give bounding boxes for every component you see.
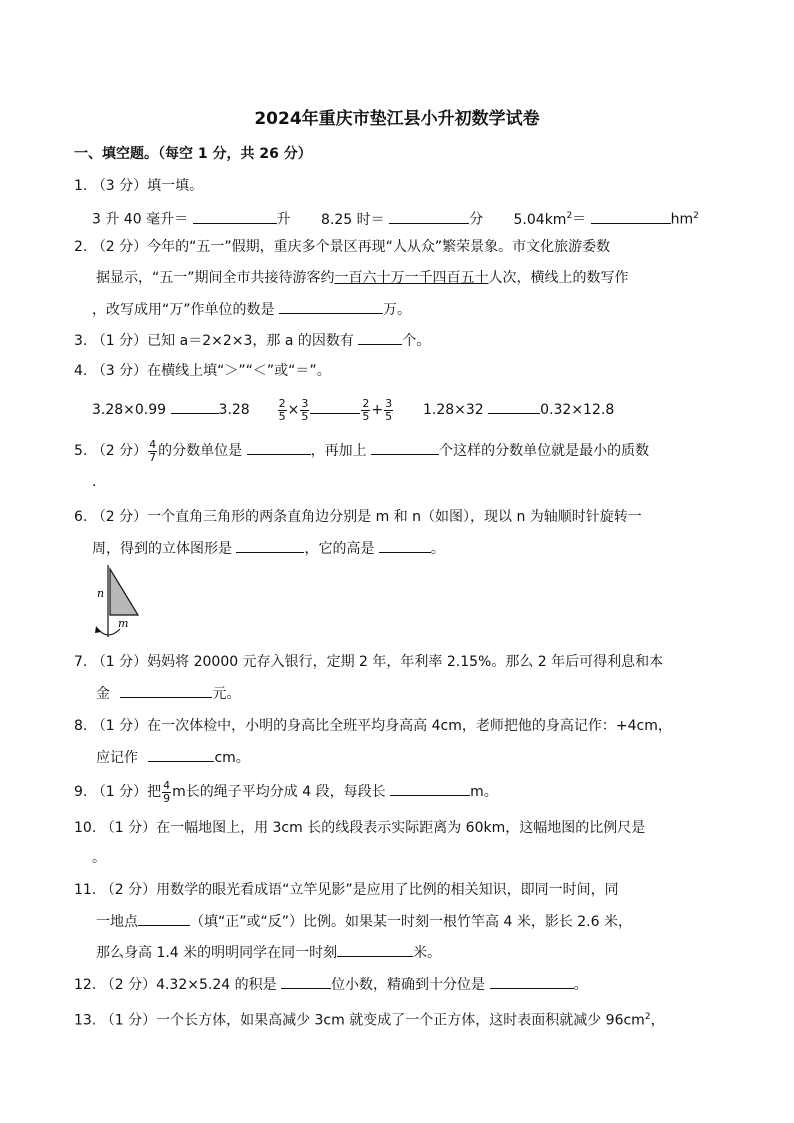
question-number: 9. — [74, 784, 88, 800]
expression: 3.28 — [218, 402, 250, 418]
question-text: ，改写成用“万”作单位的数是 — [92, 302, 275, 318]
question-text: 个。 — [402, 333, 431, 349]
question-score: （3 分） — [91, 178, 148, 194]
fraction: $\frac{4}{7}$ — [149, 437, 157, 464]
question-text: 用数学的眼光看成语“立竿见影”是应用了比例的相关知识，即同一时间，同 — [156, 882, 619, 898]
question-number: 10. — [74, 820, 97, 836]
question-text: 周，得到的立体图形是 — [92, 541, 232, 557]
question-2 — [74, 237, 610, 257]
question-6 — [74, 507, 642, 527]
question-text: 那么身高 1.4 米的明明同学在同一时刻 — [96, 945, 338, 961]
question-text: 金 — [96, 686, 110, 702]
answer-blank[interactable] — [281, 974, 331, 989]
question-text: 今年的“五一”假期，重庆多个景区再现“人从众”繁荣景象。市文化旅游委数 — [147, 239, 611, 255]
question-text: 万。 — [382, 302, 411, 318]
answer-blank[interactable] — [193, 209, 277, 224]
answer-blank[interactable] — [120, 683, 212, 698]
question-score: （1 分） — [91, 654, 148, 670]
answer-blank[interactable] — [490, 974, 574, 989]
question-1 — [74, 176, 203, 196]
answer-blank[interactable] — [310, 399, 360, 414]
fraction: $\frac{2}{5}$ — [362, 396, 370, 423]
question-text: 米。 — [413, 945, 442, 961]
answer-blank[interactable] — [279, 299, 383, 314]
question-3 — [74, 330, 430, 351]
question-text: 已知 a＝2×2×3，那 a 的因数有 — [147, 333, 354, 349]
question-9 — [74, 779, 498, 805]
question-score: （1 分） — [100, 1012, 157, 1029]
question-text: 一个直角三角形的两条直角边分别是 m 和 n（如图），现以 n 为轴顺时针旋转一 — [147, 509, 642, 525]
superscript: 2 — [566, 211, 573, 221]
answer-blank[interactable] — [247, 440, 311, 455]
question-text: 在横线上填“＞”“＜”或“＝”。 — [147, 363, 331, 379]
question-text: 妈妈将 20000 元存入银行，定期 2 年，年利率 2.15%。那么 2 年后可得利息和本 — [147, 654, 664, 670]
question-text: 一个长方体，如果高减少 3cm 就变成了一个正方体，这时表面积就减少 96cm — [156, 1012, 645, 1029]
answer-blank[interactable] — [488, 399, 540, 414]
answer-blank[interactable] — [389, 209, 469, 224]
question-8 — [74, 716, 672, 736]
question-1-items — [92, 206, 699, 230]
answer-blank[interactable] — [171, 399, 219, 414]
expression: 1.28×32 — [422, 402, 484, 418]
question-8-line2 — [96, 747, 250, 768]
question-score: （2 分） — [91, 509, 148, 525]
question-text: 位小数，精确到十分位是 — [331, 977, 486, 993]
question-text: ， — [650, 1012, 665, 1029]
question-7 — [74, 652, 663, 672]
question-4 — [74, 361, 331, 381]
page-title: 2024年重庆市垫江县小升初数学试卷 — [254, 109, 540, 129]
question-text: ，它的高是 — [304, 541, 375, 557]
question-score: （1 分） — [91, 784, 148, 800]
question-score: （1 分） — [100, 820, 157, 836]
item-text: 8.25 时＝ — [320, 211, 385, 228]
question-text: m。 — [470, 784, 498, 800]
fraction: $\frac{4}{9}$ — [163, 778, 171, 805]
unit-text: hm — [670, 211, 694, 228]
fraction: $\frac{2}{5}$ — [278, 396, 286, 423]
question-score: （1 分） — [91, 333, 148, 349]
question-7-line2 — [96, 683, 240, 704]
answer-blank[interactable] — [371, 440, 439, 455]
question-text: 应记作 — [96, 750, 138, 766]
question-11 — [74, 880, 619, 900]
question-5-end: . — [92, 474, 97, 490]
underlined-number: 一百六十万一千四百五十 — [334, 270, 489, 286]
expression: 0.32×12.8 — [540, 402, 615, 418]
answer-blank[interactable] — [591, 209, 671, 224]
question-number: 4. — [74, 363, 88, 379]
question-10-end: 。 — [92, 850, 106, 866]
question-score: （2 分） — [91, 239, 148, 255]
question-text: 一地点 — [96, 914, 138, 930]
question-text: 。 — [430, 541, 445, 557]
section-heading: 一、填空题。（每空 1 分，共 26 分） — [74, 146, 312, 162]
rotation-arrow — [98, 629, 120, 635]
question-number: 7. — [74, 654, 88, 670]
question-score: （2 分） — [100, 882, 157, 898]
question-11-line3 — [96, 942, 441, 963]
question-number: 6. — [74, 509, 88, 525]
question-2-line2 — [96, 268, 629, 288]
unit-text: 升 — [276, 211, 291, 228]
question-number: 8. — [74, 718, 88, 734]
question-text: ，再加上 — [310, 443, 367, 459]
answer-blank[interactable] — [337, 942, 413, 957]
question-score: （1 分） — [91, 718, 148, 734]
answer-blank[interactable] — [358, 330, 402, 345]
question-13 — [74, 1007, 665, 1031]
question-text: m长的绳子平均分成 4 段，每段长 — [172, 784, 386, 800]
answer-blank[interactable] — [379, 538, 431, 553]
expression: 3.28×0.99 — [92, 402, 167, 418]
item-text: ＝ — [572, 211, 587, 228]
question-text: cm。 — [214, 750, 250, 766]
answer-blank[interactable] — [390, 781, 470, 796]
question-4-items — [92, 396, 614, 424]
question-text: 填一填。 — [147, 178, 204, 194]
superscript: 2 — [644, 1012, 651, 1022]
question-number: 12. — [74, 977, 97, 993]
question-number: 13. — [74, 1012, 97, 1029]
label-n: n — [97, 587, 105, 600]
arrow-head — [95, 626, 101, 633]
question-text: 。 — [573, 977, 588, 993]
question-score: （2 分） — [91, 443, 148, 459]
question-11-line2 — [96, 911, 632, 932]
question-text: 在一幅地图上，用 3cm 长的线段表示实际距离为 60km，这幅地图的比例尺是 — [156, 820, 646, 836]
question-text: 据显示，“五一”期间全市共接待游客约 — [96, 270, 335, 286]
question-text: （填“正”或“反”）比例。如果某一时刻一根竹竿高 4 米，影长 2.6 米， — [190, 914, 632, 930]
operator: + — [371, 402, 384, 418]
question-text: 人次，横线上的数写作 — [488, 270, 629, 286]
item-text: 5.04km — [513, 211, 567, 228]
question-number: 3. — [74, 333, 88, 349]
answer-blank[interactable] — [148, 747, 214, 762]
question-number: 11. — [74, 882, 97, 898]
item-text: 3 升 40 毫升＝ — [92, 211, 189, 228]
question-text: 元。 — [212, 686, 241, 702]
unit-text: 分 — [469, 211, 484, 228]
question-number: 1. — [74, 178, 88, 194]
question-score: （3 分） — [91, 363, 148, 379]
question-text: 在一次体检中，小明的身高比全班平均身高高 4cm，老师把他的身高记作：+4cm， — [147, 718, 672, 734]
question-text: 把 — [147, 784, 162, 800]
right-triangle — [110, 569, 138, 615]
question-text: 的分数单位是 — [158, 443, 243, 459]
triangle-figure — [86, 563, 146, 645]
fraction: $\frac{3}{5}$ — [301, 396, 309, 423]
answer-blank[interactable] — [236, 538, 304, 553]
question-12 — [74, 974, 588, 995]
question-text: 个这样的分数单位就是最小的质数 — [439, 443, 650, 459]
question-number: 5. — [74, 443, 88, 459]
operator: × — [287, 402, 300, 418]
fraction: $\frac{3}{5}$ — [385, 396, 393, 423]
question-number: 2. — [74, 239, 88, 255]
answer-blank[interactable] — [138, 911, 190, 926]
question-6-line2 — [92, 538, 445, 559]
question-10 — [74, 818, 645, 838]
question-score: （2 分） — [100, 977, 157, 993]
question-5 — [74, 438, 649, 464]
label-m: m — [118, 617, 129, 630]
question-2-line3 — [92, 299, 411, 320]
superscript: 2 — [693, 211, 699, 221]
question-text: 4.32×5.24 的积是 — [156, 977, 277, 993]
